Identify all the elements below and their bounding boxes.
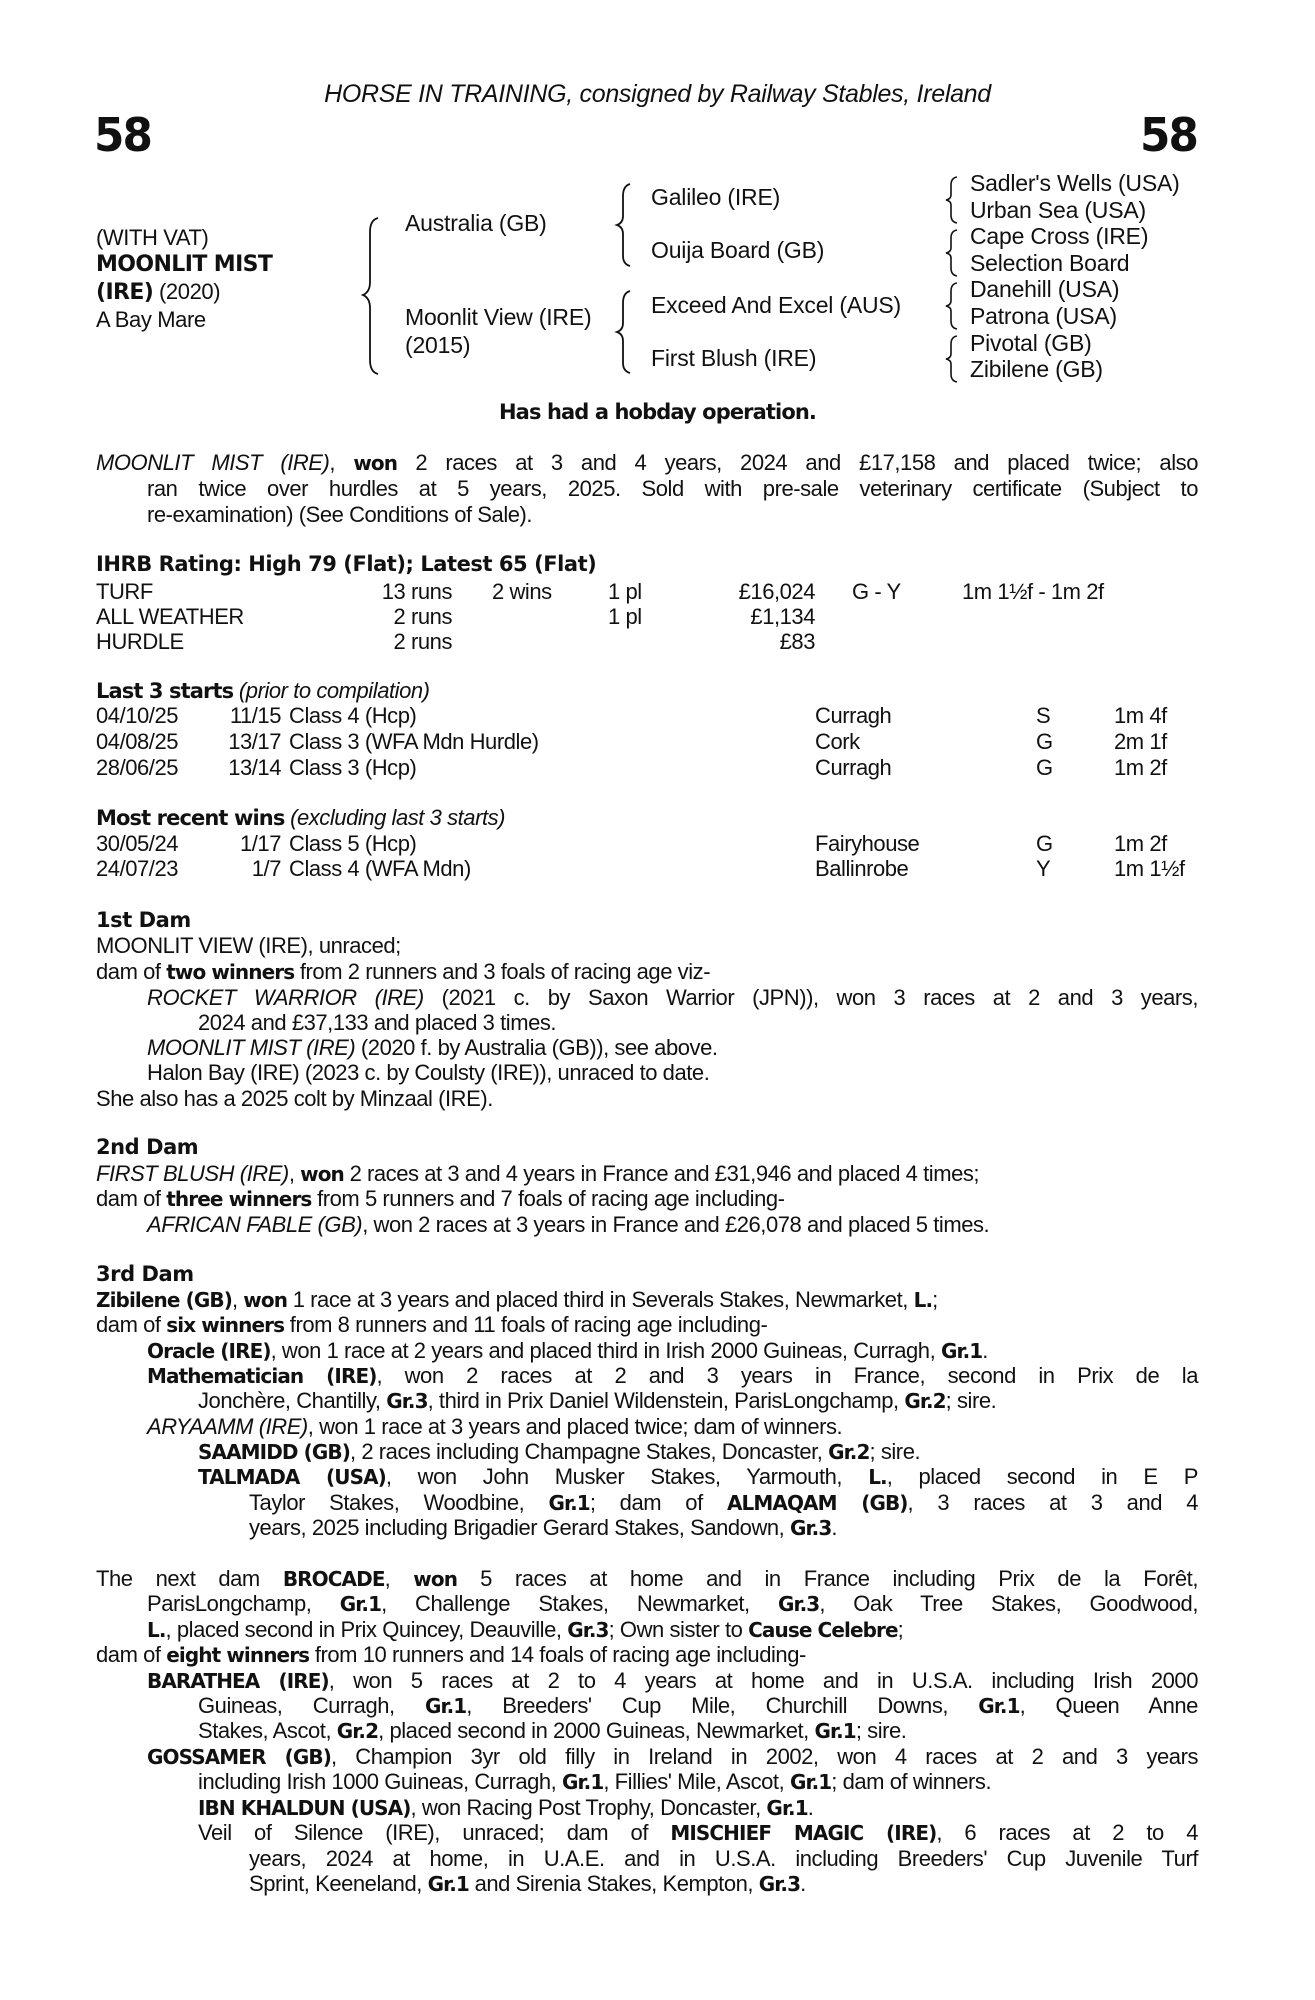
rating-aw-surface: ALL WEATHER: [96, 604, 244, 629]
g3-urban-sea: Urban Sea (USA): [970, 196, 1146, 223]
nextdam-line-5: BARATHEA (IRE), won 5 races at 2 to 4 years at home and in U.S.A. including Irish 2000: [147, 1668, 1199, 1693]
g3-patrona: Patrona (USA): [970, 302, 1117, 329]
ls-row3-going: G: [1036, 755, 1053, 780]
nextdam-line-2: ParisLongchamp, Gr.1, Challenge Stakes, Newmarket, Gr.3, Oak Tree Stakes, Goodwood,: [147, 1591, 1198, 1616]
horse-year: (2020): [158, 279, 221, 304]
ls-row1-race: Class 4 (Hcp): [289, 703, 417, 728]
ls-row1-date: 04/10/25: [96, 703, 179, 728]
nextdam-line-13: Sprint, Keeneland, Gr.1 and Sirenia Stakes, Kempton, Gr.3.: [249, 1871, 806, 1896]
nextdam-line-1: The next dam BROCADE, won 5 races at home and in France including Prix de la Forêt,: [96, 1566, 1198, 1591]
nextdam-line-8: GOSSAMER (GB), Champion 3yr old filly in Ireland in 2002, won 4 races at 2 and 3 years: [147, 1744, 1199, 1769]
g3-zibilene: Zibilene (GB): [970, 356, 1103, 383]
rating-turf-wins: 2 wins: [492, 579, 552, 604]
horse-identity: [96, 224, 272, 333]
g3-danehill: Danehill (USA): [970, 276, 1120, 303]
dam1-line-5: MOONLIT MIST (IRE) (2020 f. by Australia (GB)), see above.: [147, 1035, 718, 1060]
rw-row1-date: 30/05/24: [96, 831, 179, 856]
horse-country: (IRE): [96, 280, 154, 305]
ls-row2-going: G: [1036, 729, 1053, 754]
g3-sadlers-wells: Sadler's Wells (USA): [970, 170, 1180, 196]
horse-description: A Bay Mare: [96, 307, 206, 332]
ls-row3-pos: 13/14: [228, 755, 281, 780]
rating-turf-placed: 1 pl: [608, 579, 642, 604]
dam1-line-3: ROCKET WARRIOR (IRE) (2021 c. by Saxon Warrior (JPN)), won 3 races at 2 and 3 years,: [147, 985, 1198, 1010]
pedigree-brace-g3-4: [942, 333, 964, 385]
hobday-notice: Has had a hobday operation.: [499, 400, 816, 424]
page-header-title: HORSE IN TRAINING, consigned by Railway Stables, Ireland: [324, 80, 991, 108]
dam3-line-9: Taylor Stakes, Woodbine, Gr.1; dam of ALMAQAM (GB), 3 races at 3 and 4: [249, 1490, 1198, 1515]
dam1-line-7: She also has a 2025 colt by Minzaal (IRE).: [96, 1086, 493, 1111]
pedigree-brace-main: [360, 210, 390, 380]
dam2-line-1: FIRST BLUSH (IRE), won 2 races at 3 and 4 years in France and £31,946 and placed 4 times;: [96, 1161, 980, 1186]
ls-row1-course: Curragh: [815, 703, 892, 728]
recent-wins-heading: Most recent wins (excluding last 3 starts): [96, 805, 506, 830]
dam1-line-1: MOONLIT VIEW (IRE), unraced;: [96, 933, 401, 958]
horse-name: MOONLIT MIST: [96, 252, 273, 277]
rw-row2-pos: 1/7: [251, 856, 281, 881]
rating-turf-distance: 1m 1½f - 1m 2f: [962, 579, 1104, 604]
rw-row1-distance: 1m 2f: [1114, 831, 1167, 856]
rw-row2-distance: 1m 1½f: [1114, 856, 1185, 881]
summary-line-2: ran twice over hurdles at 5 years, 2025. Sold with pre-sale veterinary certificate (Subject to: [147, 476, 1198, 501]
pedigree-sire: Australia (GB): [405, 210, 547, 236]
pedigree-third-generation: [970, 170, 1180, 383]
pedigree-brace-g3-1: [942, 174, 964, 226]
dam3-line-3: Oracle (IRE), won 1 race at 2 years and placed third in Irish 2000 Guineas, Curragh, Gr.1.: [147, 1338, 988, 1363]
pedigree-dam-dam: First Blush (IRE): [651, 345, 817, 371]
nextdam-line-4: dam of eight winners from 10 runners and 14 foals of racing age including-: [96, 1642, 806, 1667]
rw-row2-course: Ballinrobe: [815, 856, 909, 881]
lot-number-right: 58: [1139, 108, 1197, 162]
ls-row1-distance: 1m 4f: [1114, 703, 1167, 728]
ls-row2-pos: 13/17: [228, 729, 281, 754]
nextdam-line-7: Stakes, Ascot, Gr.2, placed second in 2000 Guineas, Newmarket, Gr.1; sire.: [198, 1718, 907, 1743]
rating-turf-going: G - Y: [852, 579, 901, 604]
rw-row1-going: G: [1036, 831, 1053, 856]
rw-row2-race: Class 4 (WFA Mdn): [289, 856, 471, 881]
nextdam-line-9: including Irish 1000 Guineas, Curragh, Gr.1, Fillies' Mile, Ascot, Gr.1; dam of winners.: [198, 1769, 992, 1794]
dam1-heading: 1st Dam: [96, 908, 191, 932]
pedigree-sire-dam: Ouija Board (GB): [651, 237, 825, 263]
dam1-line-6: Halon Bay (IRE) (2023 c. by Coulsty (IRE)), unraced to date.: [147, 1060, 710, 1085]
rating-turf-prize: £16,024: [738, 579, 815, 604]
dam2-line-3: AFRICAN FABLE (GB), won 2 races at 3 years in France and £26,078 and placed 5 times.: [147, 1212, 990, 1237]
pedigree-dam-block: [405, 303, 591, 359]
dam2-heading: 2nd Dam: [96, 1135, 199, 1159]
ls-row3-race: Class 3 (Hcp): [289, 755, 417, 780]
dam3-line-7: SAAMIDD (GB), 2 races including Champagne Stakes, Doncaster, Gr.2; sire.: [198, 1439, 921, 1464]
ls-row1-going: S: [1036, 703, 1051, 728]
nextdam-line-11: Veil of Silence (IRE), unraced; dam of MISCHIEF MAGIC (IRE), 6 races at 2 to 4: [198, 1820, 1198, 1845]
pedigree-brace-sire: [614, 180, 638, 270]
dam3-line-6: ARYAAMM (IRE), won 1 race at 3 years and placed twice; dam of winners.: [147, 1414, 843, 1439]
ls-row2-race: Class 3 (WFA Mdn Hurdle): [289, 729, 539, 754]
dam3-line-5: Jonchère, Chantilly, Gr.3, third in Prix Daniel Wildenstein, ParisLongchamp, Gr.2; sire.: [198, 1388, 997, 1413]
dam1-line-4: 2024 and £37,133 and placed 3 times.: [198, 1010, 557, 1035]
rating-aw-runs: 2 runs: [393, 604, 452, 629]
rw-row1-course: Fairyhouse: [815, 831, 920, 856]
ls-row2-distance: 2m 1f: [1114, 729, 1167, 754]
pedigree-dam: Moonlit View (IRE): [405, 304, 592, 330]
ls-row3-course: Curragh: [815, 755, 892, 780]
rating-turf-surface: TURF: [96, 579, 153, 604]
lot-number-left: 58: [94, 108, 152, 162]
rw-row1-pos: 1/17: [239, 831, 281, 856]
ls-row3-distance: 1m 2f: [1114, 755, 1167, 780]
pedigree-dam-year: (2015): [405, 332, 471, 358]
dam3-line-4: Mathematician (IRE), won 2 races at 2 and 3 years in France, second in Prix de la: [147, 1363, 1198, 1388]
dam3-heading: 3rd Dam: [96, 1262, 194, 1286]
ls-row1-pos: 11/15: [229, 703, 281, 728]
summary-line-1: MOONLIT MIST (IRE), won 2 races at 3 and 4 years, 2024 and £17,158 and placed twice; also: [96, 450, 1198, 475]
ls-row2-date: 04/08/25: [96, 729, 179, 754]
ls-row3-date: 28/06/25: [96, 755, 179, 780]
pedigree-brace-g3-3: [942, 280, 964, 332]
ls-row2-course: Cork: [815, 729, 860, 754]
dam3-line-10: years, 2025 including Brigadier Gerard Stakes, Sandown, Gr.3.: [249, 1515, 838, 1540]
dam3-line-8: TALMADA (USA), won John Musker Stakes, Yarmouth, L., placed second in E P: [198, 1464, 1198, 1489]
vat-label: (WITH VAT): [96, 225, 209, 250]
ratings-heading: IHRB Rating: High 79 (Flat); Latest 65 (Flat): [96, 552, 597, 576]
pedigree-dam-sire: Exceed And Excel (AUS): [651, 292, 901, 318]
rating-turf-runs: 13 runs: [381, 579, 452, 604]
nextdam-line-6: Guineas, Curragh, Gr.1, Breeders' Cup Mile, Churchill Downs, Gr.1, Queen Anne: [198, 1693, 1198, 1718]
g3-cape-cross: Cape Cross (IRE): [970, 223, 1149, 250]
rw-row2-going: Y: [1036, 856, 1051, 881]
last-starts-heading: Last 3 starts (prior to compilation): [96, 678, 430, 703]
rating-hurdle-prize: £83: [779, 629, 815, 654]
pedigree-brace-dam: [614, 287, 638, 377]
dam3-line-2: dam of six winners from 8 runners and 11 foals of racing age including-: [96, 1312, 768, 1337]
pedigree-sire-sire: Galileo (IRE): [651, 184, 781, 210]
rating-hurdle-runs: 2 runs: [393, 629, 452, 654]
nextdam-line-12: years, 2024 at home, in U.A.E. and in U.S.A. including Breeders' Cup Juvenile Turf: [249, 1846, 1198, 1871]
summary-line-3: re-examination) (See Conditions of Sale).: [147, 502, 533, 527]
nextdam-line-3: L., placed second in Prix Quincey, Deauville, Gr.3; Own sister to Cause Celebre;: [147, 1617, 904, 1642]
dam2-line-2: dam of three winners from 5 runners and 7 foals of racing age including-: [96, 1186, 785, 1211]
rating-aw-placed: 1 pl: [608, 604, 642, 629]
rating-hurdle-surface: HURDLE: [96, 629, 184, 654]
rw-row2-date: 24/07/23: [96, 856, 179, 881]
g3-selection-board: Selection Board: [970, 249, 1130, 276]
dam3-line-1: Zibilene (GB), won 1 race at 3 years and placed third in Severals Stakes, Newmarket, L.;: [96, 1287, 938, 1312]
rating-aw-prize: £1,134: [750, 604, 815, 629]
pedigree-brace-g3-2: [942, 227, 964, 279]
nextdam-line-10: IBN KHALDUN (USA), won Racing Post Trophy, Doncaster, Gr.1.: [198, 1795, 814, 1820]
rw-row1-race: Class 5 (Hcp): [289, 831, 417, 856]
g3-pivotal: Pivotal (GB): [970, 329, 1092, 356]
dam1-line-2: dam of two winners from 2 runners and 3 foals of racing age viz-: [96, 959, 711, 984]
